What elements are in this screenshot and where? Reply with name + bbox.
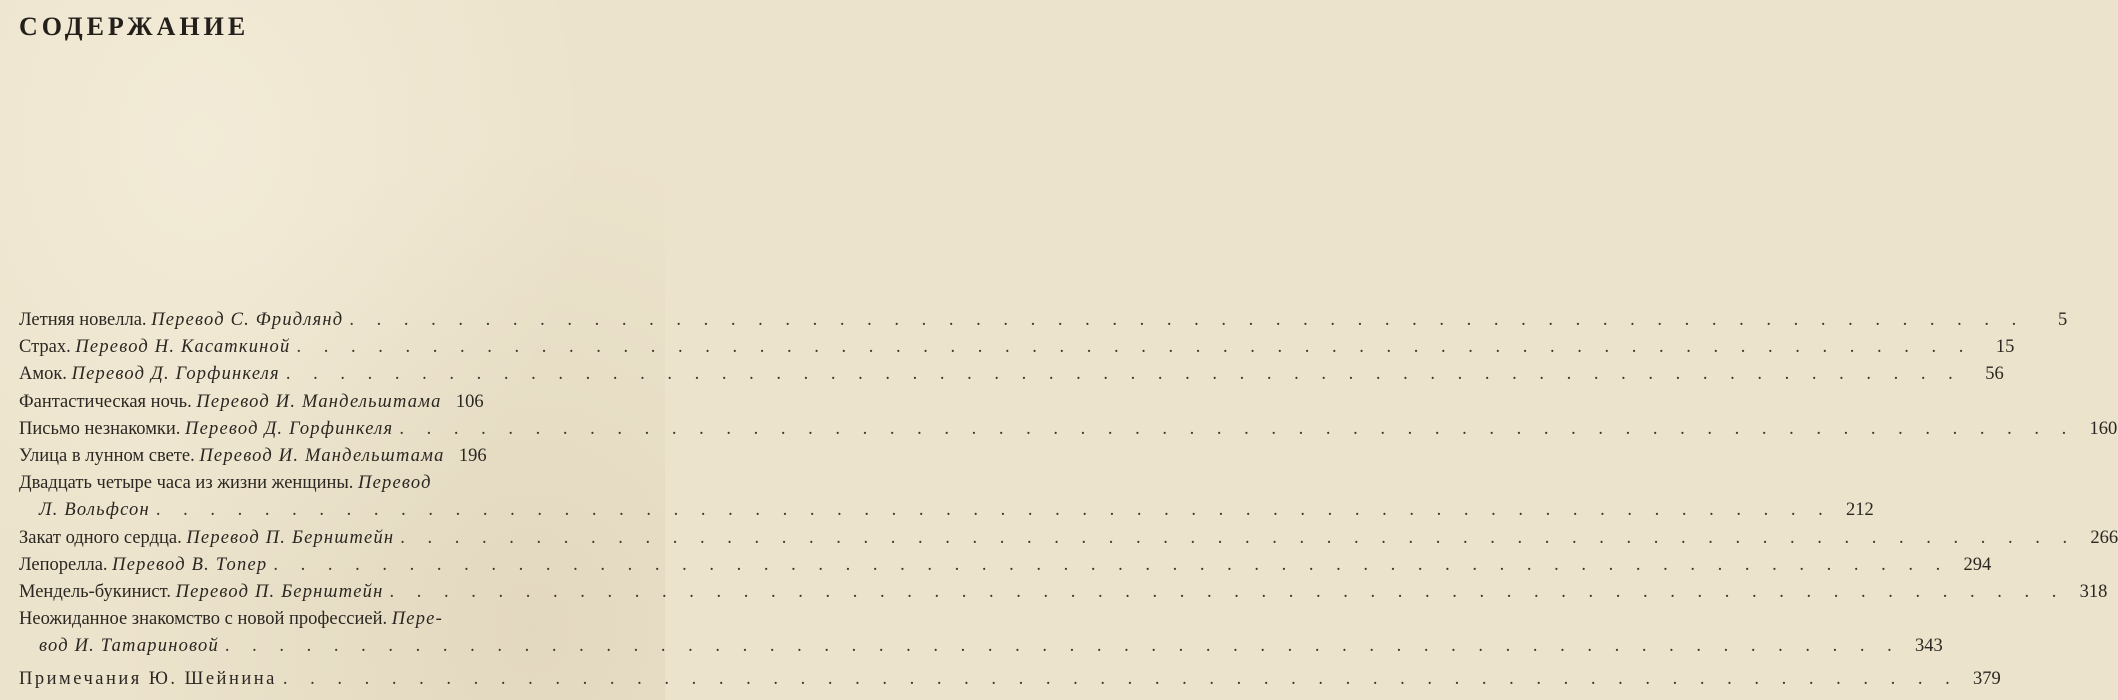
toc-entry-3 — [19, 364, 2004, 391]
toc-entry-2 — [19, 337, 2015, 364]
entry-title: Неожиданное знакомство с новой профессией. — [19, 609, 388, 630]
entry-title: Лепорелла. — [19, 554, 108, 575]
page-title: СОДЕРЖАНИЕ — [19, 12, 250, 41]
entry-title: Страх. — [19, 337, 71, 358]
page-number: 266 — [2090, 527, 2118, 548]
dot-leader: . . . . . . . . . . . . . . . . . . . . . . . . . . . . . . . . . . . . . . . . . . . . . . . . . . . . . . . . . . . . . . — [400, 527, 2077, 548]
page-number: 5 — [2057, 310, 2068, 330]
table-of-contents — [19, 310, 2118, 697]
entry-title: Мендель-букинист. — [19, 581, 171, 602]
entry-title: Двадцать четыре часа из жизни женщины. — [19, 473, 354, 494]
toc-entry-11 — [19, 609, 645, 636]
toc-entry-10 — [19, 581, 2108, 609]
toc-entry-11-continuation — [19, 636, 1943, 663]
entry-translator: Перевод Н. Касаткиной — [75, 337, 291, 358]
entry-translator-continuation: вод И. Татариновой — [39, 636, 219, 657]
entry-translator: Перевод И. Мандельштама — [199, 445, 445, 466]
entry-translator: Перевод И. Мандельштама — [196, 391, 442, 412]
entry-title: Закат одного сердца. — [19, 527, 182, 548]
entry-title: Фантастическая ночь. — [19, 391, 192, 412]
dot-leader: . . . . . . . . . . . . . . . . . . . . . . . . . . . . . . . . . . . . . . . . . . . . . . . . . . . . . . . . . . . . . . — [389, 581, 2066, 602]
dot-leader: . . . . . . . . . . . . . . . . . . . . . . . . . . . . . . . . . . . . . . . . . . . . . . . . . . . . . . . . . . . . . . — [224, 636, 1901, 657]
toc-entry-8 — [19, 527, 2118, 555]
dot-leader: . . . . . . . . . . . . . . . . . . . . . . . . . . . . . . . . . . . . . . . . . . . . . . . . . . . . . . . . . . . . . . — [282, 669, 1959, 690]
entry-translator: Перевод В. Топер — [112, 554, 268, 575]
dot-leader: . . . . . . . . . . . . . . . . . . . . . . . . . . . . . . . . . . . . . . . . . . . . . . . . . . . . . . . . . . . . . . — [155, 500, 1832, 521]
toc-entry-7 — [19, 473, 645, 500]
entry-translator: Перевод Д. Горфинкеля — [185, 418, 394, 439]
dot-leader: . . . . . . . . . . . . . . . . . . . . . . . . . . . . . . . . . . . . . . . . . . . . . . . . . . . . . . . . . . . . . . — [285, 364, 1962, 385]
page-number: 379 — [1973, 669, 2001, 690]
toc-notes — [19, 669, 2001, 696]
entry-translator: Перевод С. Фридлянд — [151, 310, 344, 330]
page-number: 15 — [1995, 337, 2015, 358]
entry-title: Амок. — [19, 364, 67, 385]
entry-translator: Перевод П. Бернштейн — [186, 527, 395, 548]
toc-entry-4 — [19, 392, 645, 419]
entry-translator: Перевод — [358, 473, 432, 494]
entry-title: Улица в лунном свете. — [19, 445, 195, 466]
page-number: 56 — [1985, 364, 2004, 385]
page-number: 212 — [1846, 500, 1874, 521]
page-number: 160 — [2089, 418, 2118, 439]
dot-leader: . . . . . . . . . . . . . . . . . . . . . . . . . . . . . . . . . . . . . . . . . . . . . . . . . . . . . . . . . . . . . . — [273, 554, 1950, 575]
page-number: 318 — [2079, 581, 2108, 602]
dot-leader: . . . . . . . . . . . . . . . . . . . . . . . . . . . . . . . . . . . . . . . . . . . . . . . . . . . . . . . . . . . . . . — [349, 310, 2026, 330]
page-number: 106 — [455, 391, 484, 412]
entry-translator: Пере- — [391, 609, 443, 630]
entry-title: Летняя новелла. — [19, 310, 147, 330]
toc-entry-5 — [19, 418, 2118, 446]
toc-entry-1 — [19, 310, 2068, 337]
entry-translator-continuation: Л. Вольфсон — [39, 500, 150, 521]
entry-translator: Перевод Д. Горфинкеля — [71, 364, 280, 385]
page-number: 196 — [458, 445, 487, 466]
toc-entry-9 — [19, 554, 1992, 582]
dot-leader: . . . . . . . . . . . . . . . . . . . . . . . . . . . . . . . . . . . . . . . . . . . . . . . . . . . . . . . . . . . . . . — [399, 418, 2076, 439]
page-number: 294 — [1963, 554, 1992, 575]
dot-leader: . . . . . . . . . . . . . . . . . . . . . . . . . . . . . . . . . . . . . . . . . . . . . . . . . . . . . . . . . . . . . . — [296, 337, 1973, 358]
toc-entry-7-continuation — [19, 500, 1874, 527]
entry-translator: Перевод П. Бернштейн — [175, 581, 384, 602]
entry-title: Письмо незнакомки. — [19, 418, 181, 439]
notes-title: Примечания Ю. Шейнина — [19, 669, 277, 690]
page-number: 343 — [1915, 636, 1943, 657]
toc-entry-6 — [19, 446, 645, 473]
